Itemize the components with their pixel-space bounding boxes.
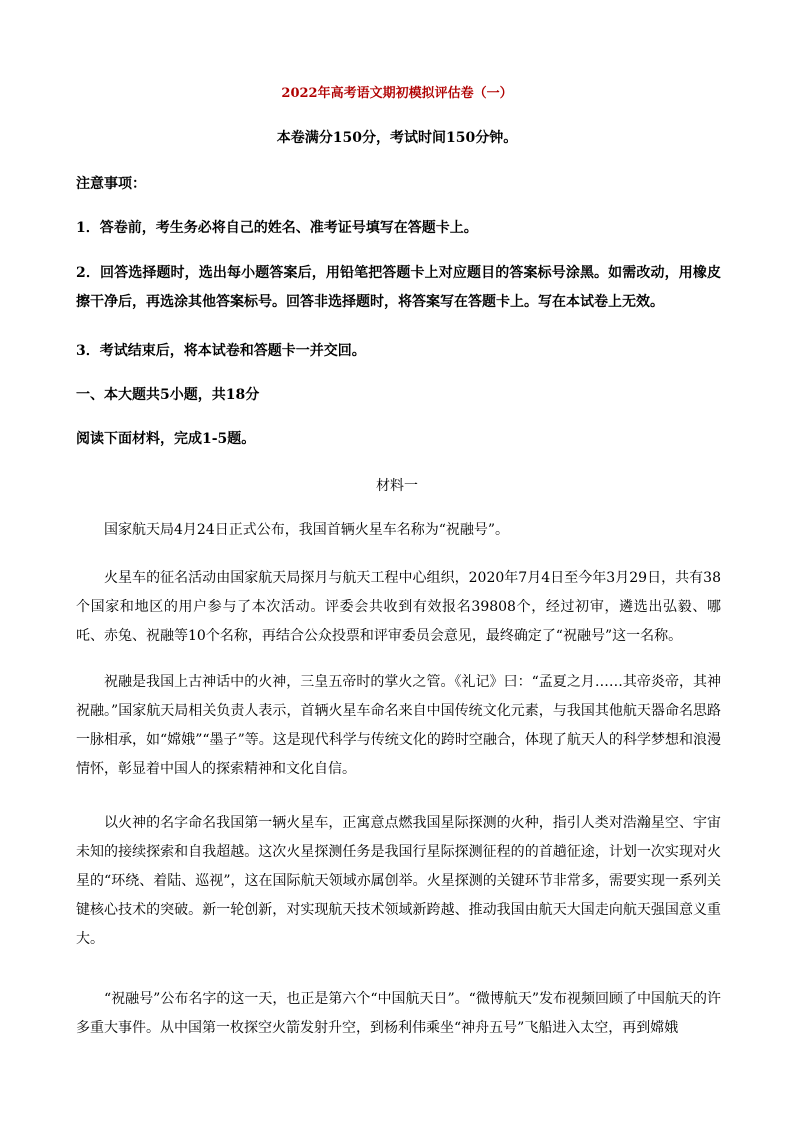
body-paragraph: 国家航天局4月24日正式公布，我国首辆火星车名称为“祝融号”。	[104, 522, 510, 538]
reading-instruction: 阅读下面材料，完成1-5题。	[76, 431, 256, 447]
material-title: 材料一	[376, 478, 418, 494]
notice-item: 3．考试结束后，将本试卷和答题卡一并交回。	[76, 343, 366, 359]
body-paragraph: “祝融号”公布名字的这一天，也正是第六个“中国航天日”。“微博航天”发布视频回顾了中国航天的许多重大事件。从中国第一枚探空火箭发射升空，到杨利伟乘坐“神舟五号”飞船进入太空，再到嫦娥	[76, 991, 721, 1036]
notice-item: 2．回答选择题时，选出每小题答案后，用铅笔把答题卡上对应题目的答案标号涂黑。如需改动，用橡皮擦干净后，再选涂其他答案标号。回答非选择题时，将答案写在答题卡上。写在本试卷上无效。	[76, 265, 721, 310]
body-paragraph: 祝融是我国上古神话中的火神，三皇五帝时的掌火之管。《礼记》曰：“孟夏之月……其帝炎帝，其神祝融。”国家航天局相关负责人表示，首辆火星车命名来自中国传统文化元素，与我国其他航天器命名思路一脉相承，如“嫦娥”“墨子”等。这是现代科学与传统文化的跨时空融合，体现了航天人的科学梦想和浪漫情怀，彰显着中国人的探索精神和文化自信。	[76, 674, 721, 777]
notice-item: 1．答卷前，考生务必将自己的姓名、准考证号填写在答题卡上。	[76, 220, 478, 236]
document-title: 2022年高考语文期初模拟评估卷（一）	[281, 86, 513, 101]
exam-info: 本卷满分150分，考试时间150分钟。	[276, 130, 518, 146]
body-paragraph: 以火神的名字命名我国第一辆火星车，正寓意点燃我国星际探测的火种，指引人类对浩瀚星空、宇宙未知的接续探索和自我超越。这次火星探测任务是我国行星际探测征程的的首趟征途，计划一次实现对火星的“环绕、着陆、巡视”，这在国际航天领域亦属创举。火星探测的关键环节非常多，需要实现一系列关键核心技术的突破。新一轮创新，对实现航天技术领域新跨越、推动我国由航天大国走向航天强国意义重大。	[76, 815, 721, 947]
notice-heading: 注意事项：	[76, 176, 146, 192]
section-heading: 一、本大题共5小题，共18分	[76, 387, 260, 403]
body-paragraph: 火星车的征名活动由国家航天局探月与航天工程中心组织，2020年7月4日至今年3月29日，共有38个国家和地区的用户参与了本次活动。评委会共收到有效报名39808个，经过初审，遴选出弘毅、哪吒、赤兔、祝融等10个名称，再结合公众投票和评审委员会意见，最终确定了“祝融号”这一名称。	[76, 570, 721, 644]
